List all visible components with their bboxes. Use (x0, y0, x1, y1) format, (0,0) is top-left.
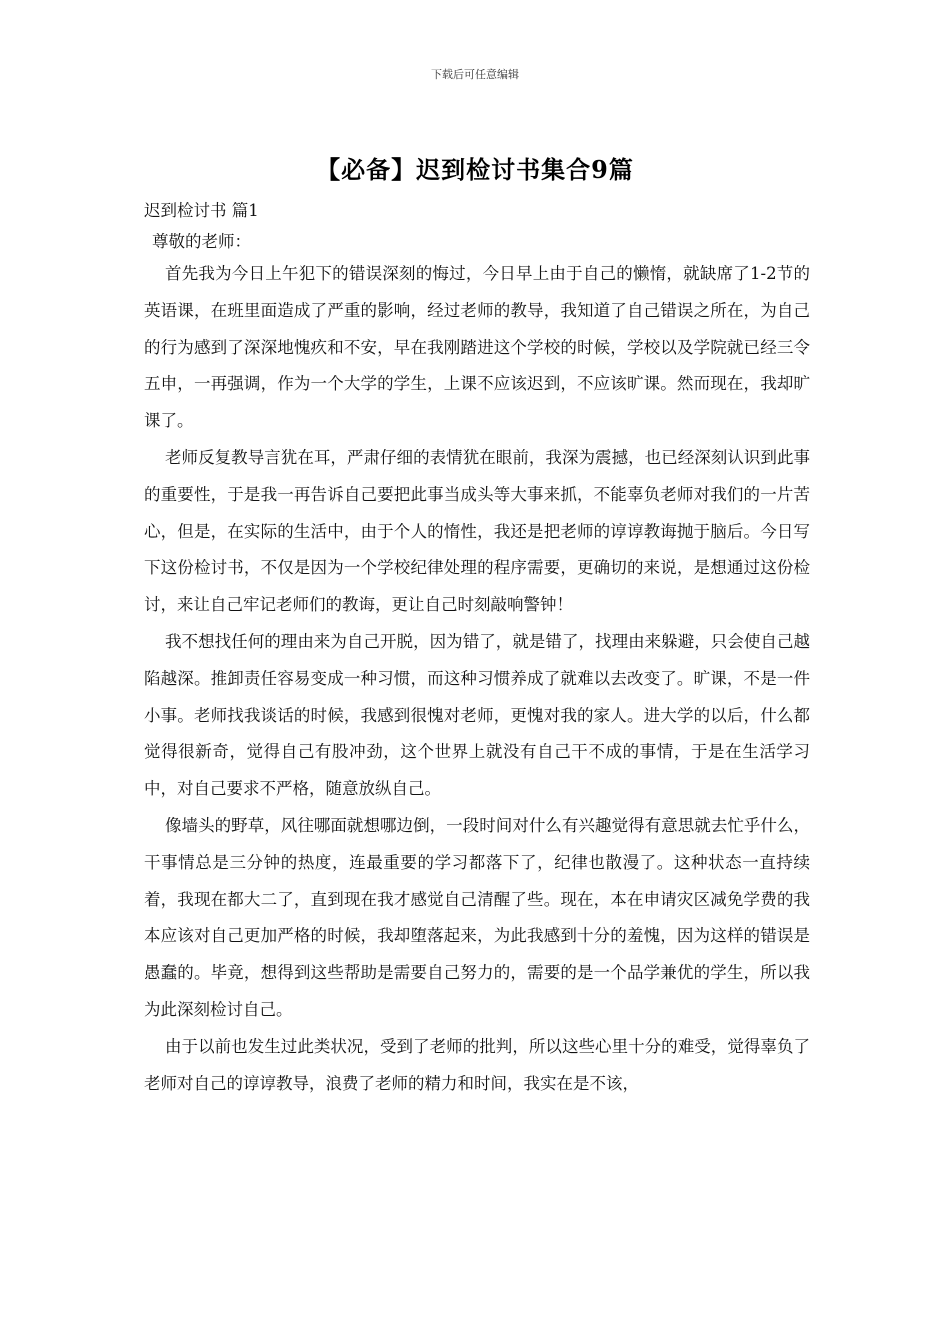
paragraph: 我不想找任何的理由来为自己开脱，因为错了，就是错了，找理由来躲避，只会使自己越陷越深。推卸责任容易变成一种习惯，而这种习惯养成了就难以去改变了。旷课，不是一件小事。老师找我谈话的时候，我感到很愧对老师，更愧对我的家人。进大学的以后，什么都觉得很新奇，觉得自己有股冲劲，这个世界上就没有自己干不成的事情，于是在生活学习中，对自己要求不严格，随意放纵自己。 (144, 631, 810, 799)
document-body (144, 198, 810, 1102)
paragraph: 老师反复教导言犹在耳，严肃仔细的表情犹在眼前，我深为震撼，也已经深刻认识到此事的重要性，于是我一再告诉自己要把此事当成头等大事来抓，不能辜负老师对我们的一片苦心，但是，在实际的生活中，由于个人的惰性，我还是把老师的谆谆教诲抛于脑后。今日写下这份检讨书，不仅是因为一个学校纪律处理的程序需要，更确切的来说，是想通过这份检讨，来让自己牢记老师们的教诲，更让自己时刻敲响警钟！ (144, 447, 810, 615)
section-title: 迟到检讨书 篇1 (144, 201, 259, 220)
salutation: 尊敬的老师： (152, 232, 251, 251)
paragraph: 像墙头的野草，风往哪面就想哪边倒，一段时间对什么有兴趣觉得有意思就去忙乎什么，干事情总是三分钟的热度，连最重要的学习都落下了，纪律也散漫了。这种状态一直持续着，我现在都大二了，直到现在我才感觉自己清醒了些。现在，本在申请灾区减免学费的我本应该对自己更加严格的时候，我却堕落起来，为此我感到十分的羞愧，因为这样的错误是愚蠢的。毕竟，想得到这些帮助是需要自己努力的，需要的是一个品学兼优的学生，所以我为此深刻检讨自己。 (144, 815, 810, 1019)
document-title: 【必备】迟到检讨书集合9篇 (316, 155, 634, 184)
paragraph: 首先我为今日上午犯下的错误深刻的悔过，今日早上由于自己的懒惰，就缺席了1-2节的英语课，在班里面造成了严重的影响，经过老师的教导，我知道了自己错误之所在，为自己的行为感到了深深地愧疚和不安，早在我刚踏进这个学校的时候，学校以及学院就已经三令五申，一再强调，作为一个大学的学生，上课不应该迟到，不应该旷课。然而现在，我却旷课了。 (144, 264, 810, 431)
paragraph: 由于以前也发生过此类状况，受到了老师的批判，所以这些心里十分的难受，觉得辜负了老师对自己的谆谆教导，浪费了老师的精力和时间，我实在是不该， (144, 1036, 810, 1093)
header-note: 下载后可任意编辑 (431, 68, 519, 81)
